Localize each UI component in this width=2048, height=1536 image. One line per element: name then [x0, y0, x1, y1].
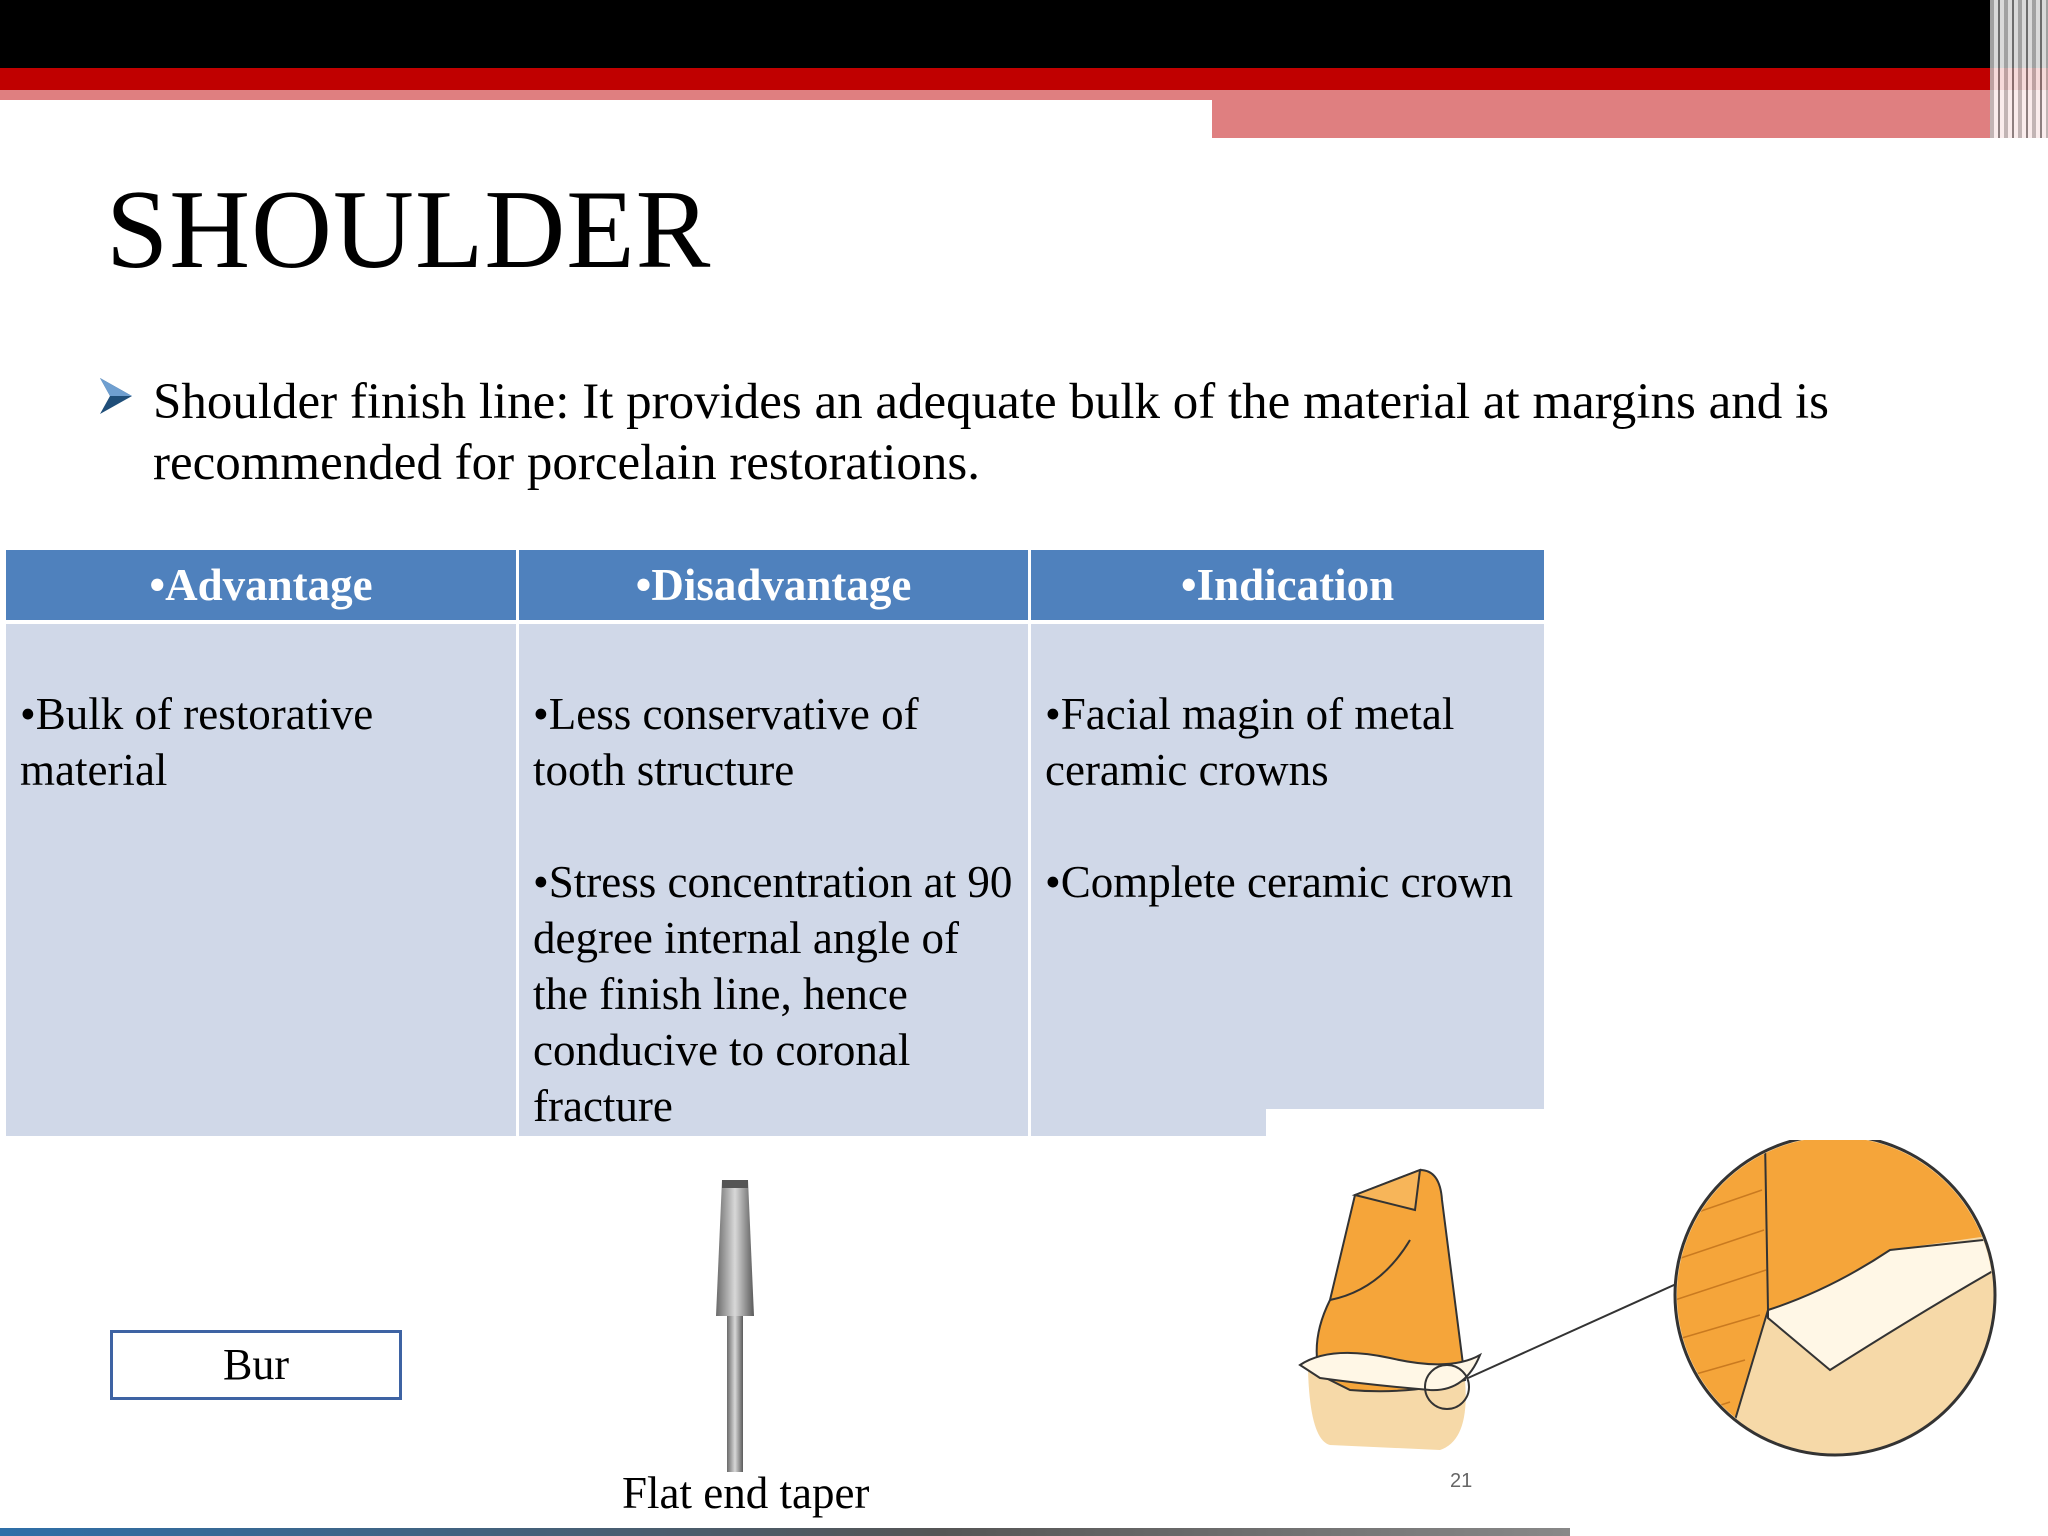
indication-item: •Complete ceramic crown [1045, 857, 1514, 907]
header-advantage: •Advantage [6, 550, 519, 620]
bur-illustration [700, 1176, 770, 1476]
cell-disadvantage [519, 624, 1031, 1136]
tooth-illustration [1290, 1140, 2030, 1470]
comparison-table [6, 550, 1544, 1136]
header-band-pink-left [0, 90, 1212, 100]
bullet-text: Shoulder finish line: It provides an adequate bulk of the material at margins and is recommended for porcelain restorations. [153, 374, 1829, 491]
indication-item: •Facial magin of metal ceramic crowns [1045, 689, 1455, 795]
arrow-bullet-icon [98, 376, 134, 416]
advantage-item: •Bulk of restorative material [20, 689, 374, 795]
bur-label-box: Bur [110, 1330, 402, 1400]
cell-advantage [6, 624, 519, 1136]
bottom-bar [0, 1528, 1570, 1536]
disadvantage-item: •Stress concentration at 90 degree internal angle of the finish line, hence conducive to coronal fracture [533, 857, 1013, 1131]
slide-title: SHOULDER [106, 168, 712, 292]
table-header-row [6, 550, 1544, 620]
page-number: 21 [1450, 1470, 1473, 1492]
header-band-red [0, 68, 2048, 90]
header-stripes [1990, 0, 2048, 138]
header-band-black [0, 0, 2048, 68]
table-body-row [6, 620, 1544, 1136]
bur-caption: Flat end taper [622, 1468, 870, 1518]
header-indication: •Indication [1180, 560, 1395, 610]
disadvantage-item: •Less conservative of tooth structure [533, 689, 919, 795]
cell-indication [1031, 624, 1544, 1136]
header-disadvantage: •Disadvantage [519, 550, 1031, 620]
header-band-pink-right [1212, 90, 2048, 138]
image-overlap-mask [1266, 1109, 1596, 1139]
